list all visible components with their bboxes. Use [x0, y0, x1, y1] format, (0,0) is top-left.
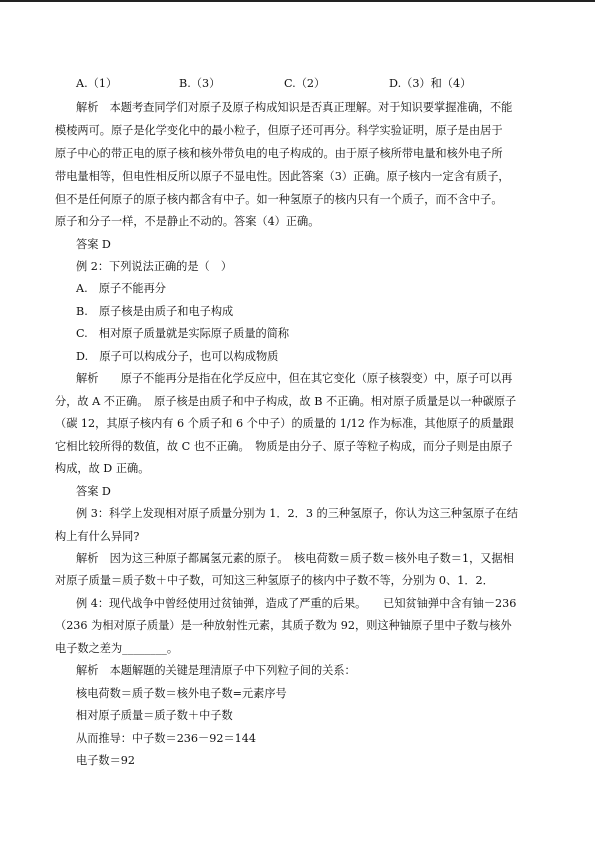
analysis-4-derivation: 从而推导：中子数＝236－92＝144: [76, 732, 257, 745]
option-a: A.（1）: [76, 77, 118, 90]
analysis-4-electron-count: 电子数＝92: [76, 754, 135, 767]
example-2-option-d: D. 原子可以构成分子，也可以构成物质: [76, 350, 279, 363]
analysis-4-relation-2: 相对原子质量＝质子数＋中子数: [76, 709, 233, 722]
example-3-line-1: 例 3：科学上发现相对原子质量分别为 1．2．3 的三种氢原子，你认为这三种氢原子在结: [76, 507, 518, 520]
analysis-2-line-2: 分，故 A 不正确。 原子核是由质子和中子构成，故 B 不正确。相对原子质量是以一种碳原子: [55, 395, 517, 408]
analysis-3-line-2: 对原子质量＝质子数＋中子数，可知这三种氢原子的核内中子数不等，分别为 0、1．2．: [55, 574, 494, 587]
analysis-2-line-5: 构成，故 D 正确。: [55, 462, 150, 475]
example-2-option-b: B. 原子核是由质子和电子构成: [76, 305, 234, 318]
analysis-4-relation-1: 核电荷数＝质子数＝核外电子数=元素序号: [76, 687, 287, 700]
analysis-1-line-6: 原子和分子一样，不是静止不动的。答案（4）正确。: [55, 215, 320, 228]
example-4-line-2: （236 为相对原子质量）是一种放射性元素，其质子数为 92，则这种铀原子里中子数与核外: [55, 619, 512, 632]
option-b: B.（3）: [179, 77, 221, 90]
analysis-4-line-1: 解析 本题解题的关键是理清原子中下列粒子间的关系：: [76, 664, 356, 677]
option-d: D.（3）和（4）: [389, 77, 472, 90]
answer-1: 答案 D: [76, 238, 111, 251]
analysis-1-line-4: 带电量相等，但电性相反所以原子不显电性。因此答案（3）正确。原子核内一定含有质子，: [55, 170, 510, 183]
example-2-option-c: C. 相对原子质量就是实际原子质量的简称: [76, 327, 290, 340]
example-2-option-a: A. 原子不能再分: [76, 282, 166, 295]
example-3-line-2: 构上有什么异同?: [55, 530, 140, 543]
page-top-rule: [0, 0, 595, 2]
analysis-2-line-3: （碳 12，其原子核内有 6 个质子和 6 个中子）的质量的 1/12 作为标准，其他原子的质量跟: [55, 417, 514, 430]
analysis-1-line-3: 原子中心的带正电的原子核和核外带负电的电子构成的。由于原子核所带电量和核外电子所: [55, 147, 503, 160]
example-2-question: 例 2：下列说法正确的是（ ）: [76, 260, 233, 273]
option-c: C.（2）: [284, 77, 326, 90]
analysis-2-line-4: 它相比较所得的数值，故 C 也不正确。 物质是由分子、原子等粒子构成，而分子则是由原子: [55, 440, 513, 453]
example-4-line-3: 电子数之差为________。: [55, 642, 179, 655]
analysis-2-line-1: 解析 原子不能再分是指在化学反应中，但在其它变化（原子核裂变）中，原子可以再: [76, 372, 513, 385]
analysis-3-line-1: 解析 因为这三种原子都属氢元素的原子。 核电荷数＝质子数＝核外电子数＝1，又据相: [76, 552, 514, 565]
answer-2: 答案 D: [76, 485, 111, 498]
analysis-1-line-5: 但不是任何原子的原子核内都含有中子。如一种氢原子的核内只有一个质子，而不含中子。: [55, 193, 503, 206]
example-4-line-1: 例 4：现代战争中曾经使用过贫铀弹，造成了严重的后果。 已知贫铀弹中含有铀－236: [76, 597, 517, 610]
analysis-1-line-2: 模棱两可。原子是化学变化中的最小粒子，但原子还可再分。科学实验证明，原子是由居于: [55, 124, 503, 137]
analysis-1-line-1: 解析 本题考查同学们对原子及原子构成知识是否真正理解。对于知识要掌握准确，不能: [76, 101, 513, 114]
